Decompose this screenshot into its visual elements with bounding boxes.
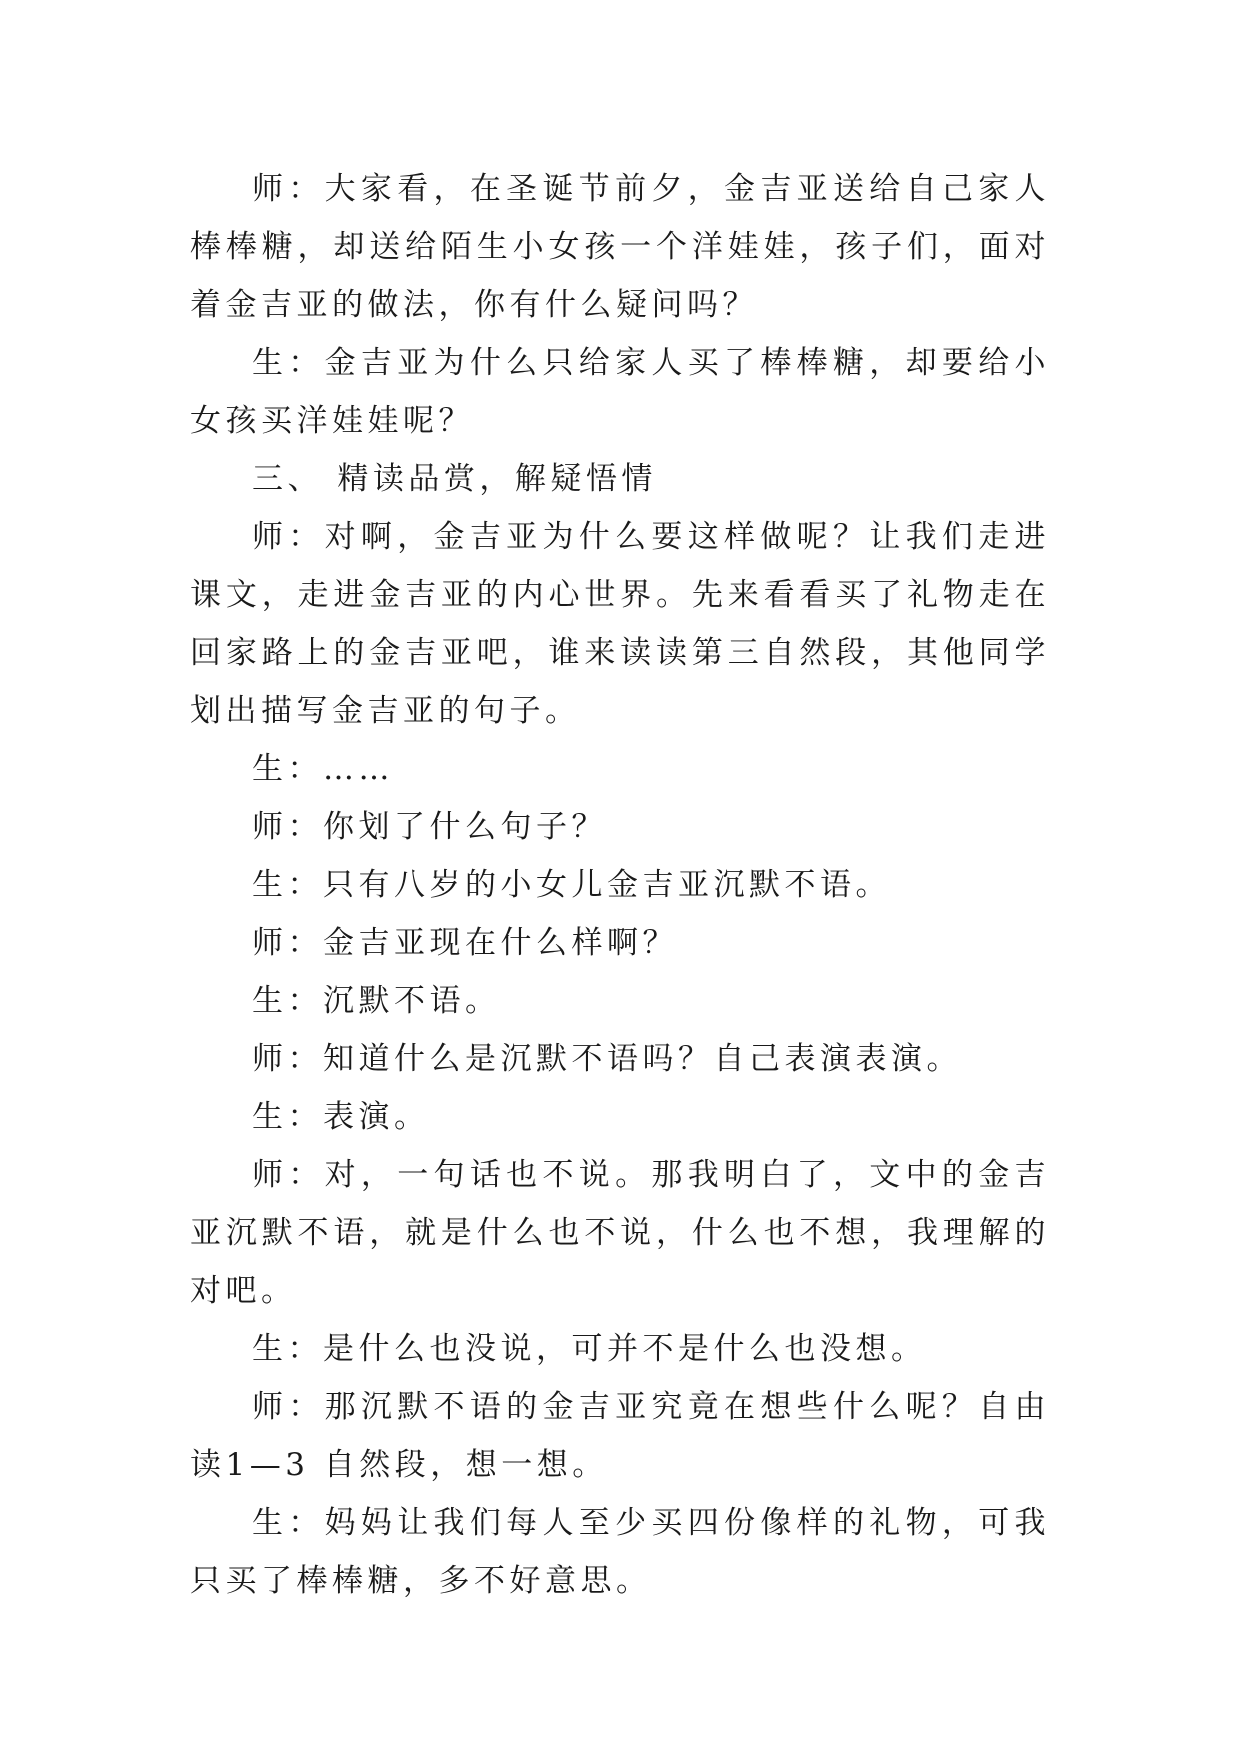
paragraph-teacher-intro: 师：大家看，在圣诞节前夕，金吉亚送给自己家人棒棒糖，却送给陌生小女孩一个洋娃娃，孩子们，面对着金吉亚的做法，你有什么疑问吗？: [190, 171, 1050, 323]
paragraph-student-answer: 生：妈妈让我们每人至少买四份像样的礼物，可我只买了棒棒糖，多不好意思。: [190, 1505, 1050, 1599]
paragraph-student-correct: 生：是什么也没说，可并不是什么也没想。: [252, 1331, 927, 1367]
paragraph-student-state: 生：沉默不语。: [252, 983, 501, 1019]
paragraph-teacher-ask-sentence: 师：你划了什么句子？: [252, 809, 607, 845]
paragraph-student-sentence: 生：只有八岁的小女儿金吉亚沉默不语。: [252, 867, 891, 903]
paragraph-teacher-perform: 师：知道什么是沉默不语吗？自己表演表演。: [252, 1041, 962, 1077]
paragraph-student-question: 生：金吉亚为什么只给家人买了棒棒糖，却要给小女孩买洋娃娃呢？: [190, 345, 1050, 439]
paragraph-teacher-ask-state: 师：金吉亚现在什么样啊？: [252, 925, 678, 961]
paragraph-student-perform: 生：表演。: [252, 1099, 430, 1135]
paragraph-teacher-understand: 师：对，一句话也不说。那我明白了，文中的金吉亚沉默不语，就是什么也不说，什么也不想，我理解的对吧。: [190, 1157, 1050, 1309]
paragraph-student-reading: 生：……: [252, 751, 394, 787]
section-heading: 三、 精读品赏，解疑悟情: [252, 461, 657, 497]
document-body: [190, 160, 1050, 1610]
paragraph-teacher-guide: 师：对啊，金吉亚为什么要这样做呢？让我们走进课文，走进金吉亚的内心世界。先来看看买了礼物走在回家路上的金吉亚吧，谁来读读第三自然段，其他同学划出描写金吉亚的句子。: [190, 519, 1050, 729]
paragraph-teacher-think: 师：那沉默不语的金吉亚究竟在想些什么呢？自由读1—3 自然段，想一想。: [190, 1389, 1050, 1483]
